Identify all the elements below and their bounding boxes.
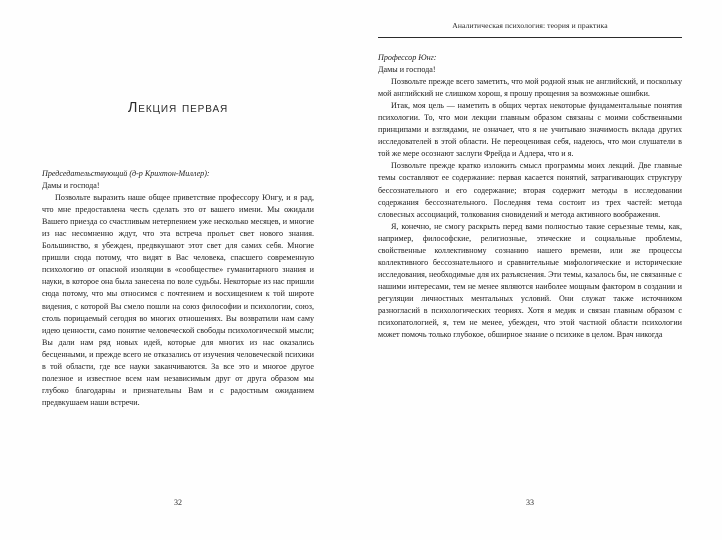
running-header: Аналитическая психология: теория и практика [452, 21, 608, 30]
right-paragraph: Итак, моя цель — наметить в общих чертах некоторые фундаментальные понятия психологии. То, что мои лекции главным образом связаны с моими собственными принципами и взглядами, не означает, что я не учитываю значимость вклада других исследователей в этой области. Не переоценивая себя, надеюсь, что мои слушатели в той же мере осознают заслуги Фрейда и Адлера, что и я. [378, 101, 682, 159]
right-speaker-line: Профессор Юнг: [378, 53, 437, 62]
page-number-right: 33 [526, 498, 534, 507]
left-page-body [42, 168, 314, 409]
header-rule [378, 37, 682, 38]
right-paragraph: Позвольте прежде всего заметить, что мой родной язык не английский, и поскольку мой английский не слишком хорош, я прошу прощения за возможные ошибки. [378, 77, 682, 99]
left-salutation-line: Дамы и господа! [42, 181, 100, 191]
page-number-left: 32 [174, 498, 182, 507]
right-salutation-line: Дамы и господа! [378, 65, 436, 75]
left-paragraph: Позвольте выразить наше общее приветствие профессору Юнгу, и я рад, что мне предоставлена честь сделать это от вашего имени. Мы ожидали Вашего приезда со счастливым нетерпением уже несколько месяцев, и многие из нас несомненно ждут, что эта встреча прольет свет нового знания. Большинство, я убежден, предвкушают этот свет для самих себя. Многие пришли сюда потому, что видят в Вас человека, спасшего современную психологию от опасной изоляции в «сообществе» гуманитарного знания и науки, в которое она была занесена по воле судьбы. Некоторые из нас пришли сюда потому, что мы относимся с почтением и восхищением к той широте видения, с которой Вы смело пошли на союз философии и психологии, союз, столь порицаемый сегодня во многих отношениях. Вы возвратили нам саму идею ценности, само понятие человеческой свободы психологической мысли; Вы дали нам ряд новых идей, которые для многих из нас оказались бесценными, и прежде всего не отказались от изучения человеческой психики в той области, где все науки заканчиваются. За все это и многое другое полезное и известное всем нам независимым друг от друга образом мы глубоко благодарны и признательны Вам и с радостным ожиданием предвкушаем наши встречи. [42, 193, 314, 407]
chapter-title: Лекция первая [127, 100, 229, 116]
right-page-body [378, 52, 682, 341]
right-paragraph: Я, конечно, не смогу раскрыть перед вами полностью такие серьезные темы, как, например, философские, религиозные, этические и социальные проблемы, свойственные коллективному сознанию нашего времени, или же процессы коллективного бессознательного и сравнительные мифологические и исторические исследования, необходимые для их разъяснения. Эти темы, казалось бы, не связанные с нашими интересами, тем не менее являются наиболее мощным фактором в создании и регуляции личностных ментальных условий. Они служат также источником разногласий в психологических теориях. Хотя я медик и связан главным образом с психопатологией, я, тем не менее, убежден, что этой частной области психологии может помочь только глубокое, обширное знание о психике в целом. Врач никогда [378, 221, 682, 340]
right-paragraph: Позвольте прежде кратко изложить смысл программы моих лекций. Две главные темы составляют ее содержание: первая касается понятий, затрагивающих структуру бессознательного и его содержание; вторая содержит методы в исследовании содержания бессознательного. Последняя тема состоит из трех частей: метода словесных ассоциаций, толкования сновидений и метода активного воображения. [378, 161, 682, 219]
left-speaker-line: Председательствующий (д-р Крихтон-Миллер): [42, 169, 210, 178]
